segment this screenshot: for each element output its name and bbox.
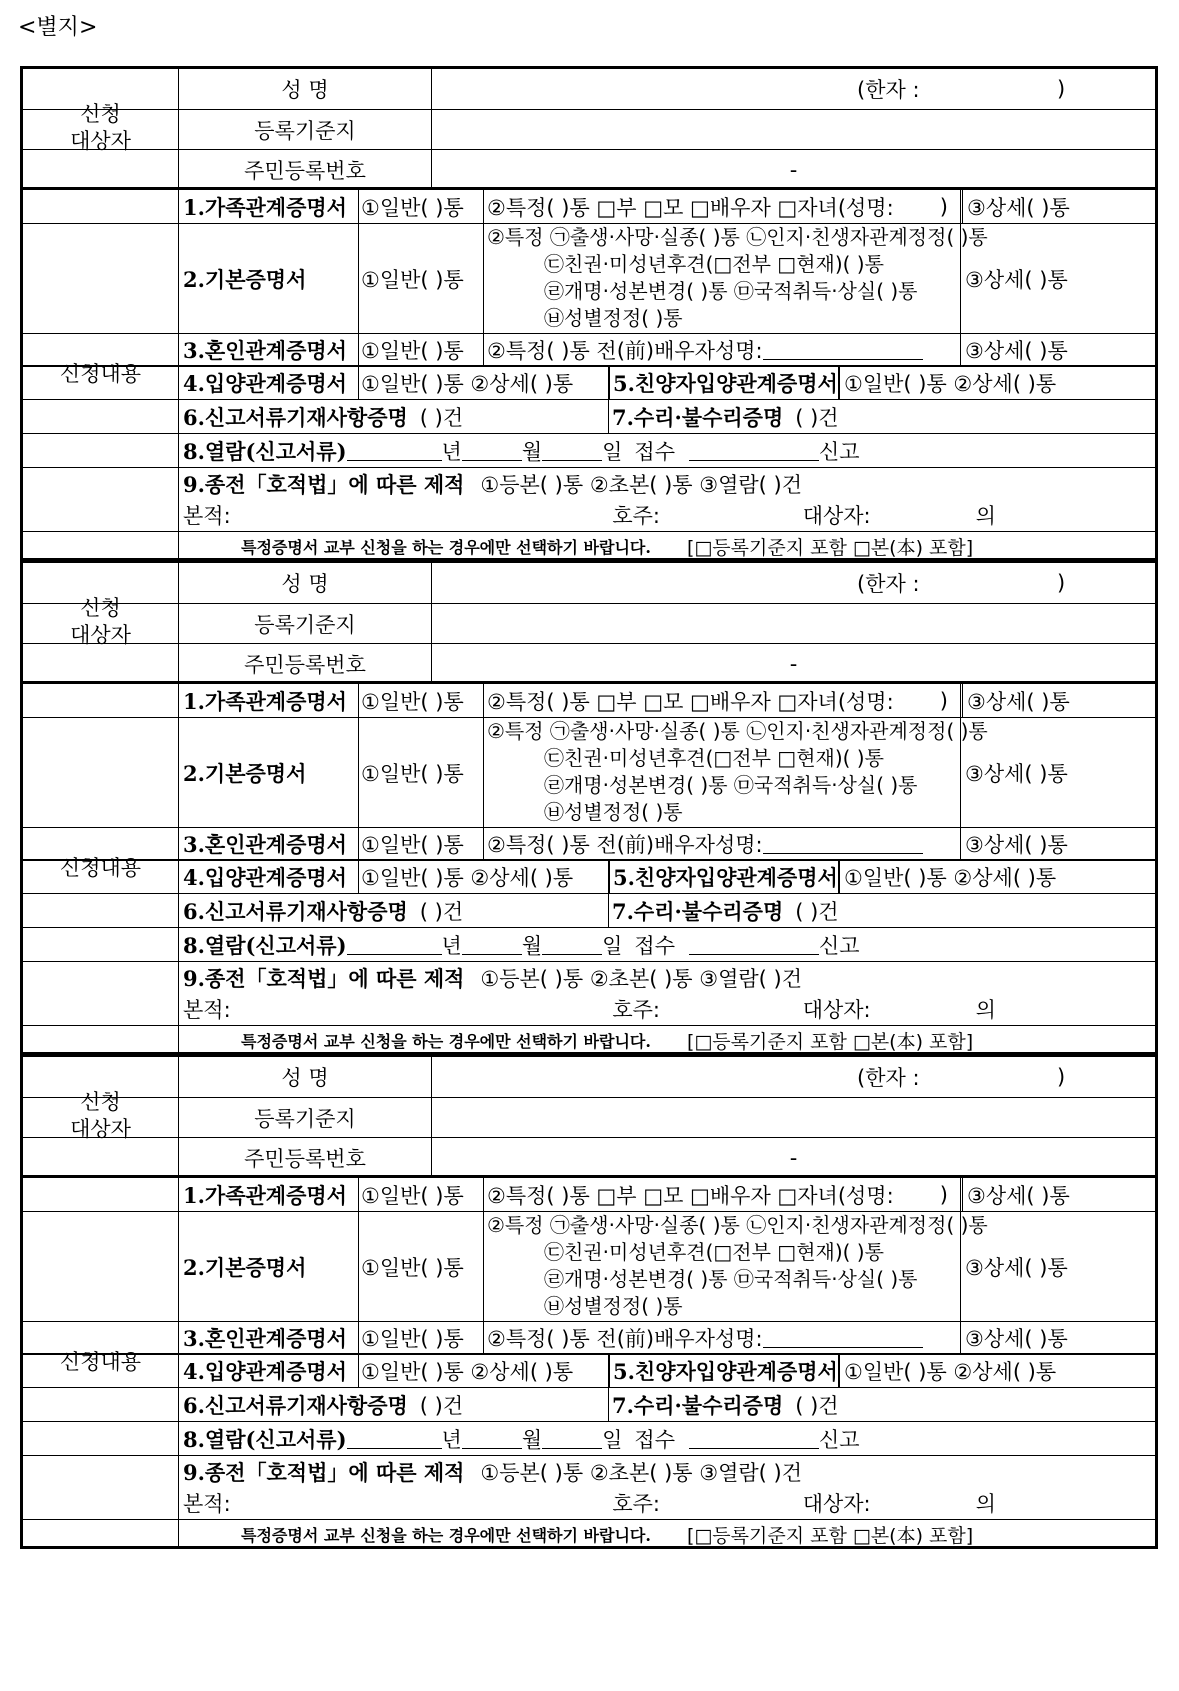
- hanja-close: ): [1057, 571, 1066, 595]
- basic-special-options[interactable]: ②특정 ㉠출생·사망·실종( )통 ㉡인지·친생자관계정정( )통 ㉢친권·미성년후견(□전부 □현재)( )통 ㉣개명·성본변경( )통 ㉤국적취득·상실( )통 ㉥성별정정( )통: [483, 224, 960, 333]
- row-adoption-cert: [23, 1353, 1155, 1387]
- row-report-items: [23, 893, 1155, 927]
- marriage-detail-option[interactable]: ③상세( )통: [960, 1322, 1155, 1353]
- applicant-section-3: [20, 1054, 1158, 1178]
- full-adoption-cert-label: 5.친양자입양관계증명서: [608, 367, 838, 399]
- report-items-cert[interactable]: 6.신고서류기재사항증명 ( )건: [178, 894, 608, 927]
- marriage-special-option[interactable]: ②특정( )통 전(前)배우자성명:: [483, 334, 960, 365]
- applicant-section-label: 신청 대상자: [70, 102, 131, 153]
- note-checkbox-options[interactable]: [□등록기준지 포함 □본(本) 포함]: [686, 1031, 974, 1053]
- row-family-relation: [23, 684, 1155, 717]
- basic-detail-option[interactable]: ③상세( )통: [960, 718, 1155, 827]
- row-former-registry: [23, 1455, 1155, 1519]
- rrn-field[interactable]: [431, 644, 1155, 684]
- inspection-field[interactable]: 8.열람(신고서류) 년 월 일 접수 신고: [178, 928, 1155, 961]
- row-family-relation: [23, 190, 1155, 223]
- marriage-cert-label: 3.혼인관계증명서: [178, 1322, 358, 1353]
- row-marriage-cert: [23, 333, 1155, 365]
- adoption-cert-label: 4.입양관계증명서: [178, 367, 358, 399]
- registry-field[interactable]: [431, 1098, 1155, 1137]
- name-field[interactable]: [431, 1057, 1155, 1097]
- marriage-general-option[interactable]: ①일반( )통: [358, 1322, 483, 1353]
- basic-special-options[interactable]: ②특정 ㉠출생·사망·실종( )통 ㉡인지·친생자관계정정( )통 ㉢친권·미성년후견(□전부 □현재)( )통 ㉣개명·성본변경( )통 ㉤국적취득·상실( )통 ㉥성별정정( )통: [483, 1212, 960, 1321]
- family-detail-option[interactable]: ③상세( )통: [960, 684, 1155, 717]
- marriage-detail-option[interactable]: ③상세( )통: [960, 828, 1155, 859]
- applicant-section-2: [20, 560, 1158, 684]
- row-report-items: [23, 1387, 1155, 1421]
- former-registry-field[interactable]: 9.종전「호적법」에 따른 제적 ①등본( )통 ②초본( )통 ③열람( )건 본적: 호주: 대상자: 의: [178, 468, 1155, 531]
- family-detail-option[interactable]: ③상세( )통: [960, 1178, 1155, 1211]
- marriage-cert-label: 3.혼인관계증명서: [178, 828, 358, 859]
- adoption-options[interactable]: ①일반( )통 ②상세( )통: [358, 367, 608, 399]
- row-note: [23, 1025, 1155, 1055]
- content-section-label: 신청내용: [59, 855, 142, 880]
- full-adoption-options[interactable]: ①일반( )통 ②상세( )통: [838, 367, 1155, 399]
- rrn-label: 주민등록번호: [178, 150, 431, 190]
- row-marriage-cert: [23, 1321, 1155, 1353]
- full-adoption-options[interactable]: ①일반( )통 ②상세( )통: [838, 1355, 1155, 1387]
- basic-detail-option[interactable]: ③상세( )통: [960, 1212, 1155, 1321]
- basic-cert-label: 2.기본증명서: [178, 1212, 358, 1321]
- applicant-section-label: 신청 대상자: [70, 1090, 131, 1141]
- former-registry-field[interactable]: 9.종전「호적법」에 따른 제적 ①등본( )통 ②초본( )통 ③열람( )건 본적: 호주: 대상자: 의: [178, 1456, 1155, 1519]
- content-section-2: [20, 681, 1158, 1055]
- row-basic-cert: [23, 1211, 1155, 1321]
- full-adoption-options[interactable]: ①일반( )통 ②상세( )통: [838, 861, 1155, 893]
- row-family-relation: [23, 1178, 1155, 1211]
- hanja-label: (한자 :: [857, 78, 920, 102]
- rrn-label: 주민등록번호: [178, 1138, 431, 1178]
- marriage-detail-option[interactable]: ③상세( )통: [960, 334, 1155, 365]
- family-relation-label: 1.가족관계증명서: [178, 190, 358, 223]
- registry-field[interactable]: [431, 110, 1155, 149]
- name-label: 성 명: [178, 1057, 431, 1097]
- registry-field[interactable]: [431, 604, 1155, 643]
- content-section-label: 신청내용: [59, 1349, 142, 1374]
- adoption-cert-label: 4.입양관계증명서: [178, 861, 358, 893]
- rrn-dash: -: [789, 1146, 798, 1170]
- family-general-option[interactable]: ①일반( )통: [358, 684, 483, 717]
- content-section-1: [20, 187, 1158, 561]
- basic-special-options[interactable]: ②특정 ㉠출생·사망·실종( )통 ㉡인지·친생자관계정정( )통 ㉢친권·미성년후견(□전부 □현재)( )통 ㉣개명·성본변경( )통 ㉤국적취득·상실( )통 ㉥성별정정( )통: [483, 718, 960, 827]
- rrn-label: 주민등록번호: [178, 644, 431, 684]
- inspection-field[interactable]: 8.열람(신고서류) 년 월 일 접수 신고: [178, 434, 1155, 467]
- inspection-field[interactable]: 8.열람(신고서류) 년 월 일 접수 신고: [178, 1422, 1155, 1455]
- special-note: 특정증명서 교부 신청을 하는 경우에만 선택하기 바랍니다. [□등록기준지 포함 □본(本) 포함]: [178, 1026, 1155, 1055]
- adoption-cert-label: 4.입양관계증명서: [178, 1355, 358, 1387]
- special-note: 특정증명서 교부 신청을 하는 경우에만 선택하기 바랍니다. [□등록기준지 포함 □본(本) 포함]: [178, 532, 1155, 561]
- rrn-dash: -: [789, 652, 798, 676]
- rrn-field[interactable]: [431, 150, 1155, 190]
- adoption-options[interactable]: ①일반( )통 ②상세( )통: [358, 861, 608, 893]
- row-note: [23, 1519, 1155, 1549]
- row-adoption-cert: [23, 365, 1155, 399]
- note-checkbox-options[interactable]: [□등록기준지 포함 □본(本) 포함]: [686, 537, 974, 559]
- row-former-registry: [23, 961, 1155, 1025]
- family-relation-label: 1.가족관계증명서: [178, 684, 358, 717]
- applicant-section-1: [20, 66, 1158, 190]
- row-basic-cert: [23, 717, 1155, 827]
- basic-general-option[interactable]: ①일반( )통: [358, 224, 483, 333]
- adoption-options[interactable]: ①일반( )통 ②상세( )통: [358, 1355, 608, 1387]
- annex-title: <별지>: [18, 15, 98, 40]
- rrn-field[interactable]: [431, 1138, 1155, 1178]
- name-label: 성 명: [178, 563, 431, 603]
- hanja-close: ): [1057, 77, 1066, 101]
- basic-general-option[interactable]: ①일반( )통: [358, 718, 483, 827]
- row-inspection: [23, 927, 1155, 961]
- hanja-close: ): [1057, 1065, 1066, 1089]
- hanja-label: (한자 :: [857, 572, 920, 596]
- family-special-option[interactable]: ②특정( )통 □부 □모 □배우자 □자녀(성명: ): [483, 1178, 960, 1211]
- row-note: [23, 531, 1155, 561]
- content-section-label: 신청내용: [59, 361, 142, 386]
- row-basic-cert: [23, 223, 1155, 333]
- name-label: 성 명: [178, 69, 431, 109]
- content-section-3: [20, 1175, 1158, 1549]
- name-field[interactable]: [431, 69, 1155, 109]
- note-checkbox-options[interactable]: [□등록기준지 포함 □본(本) 포함]: [686, 1525, 974, 1547]
- basic-detail-option[interactable]: ③상세( )통: [960, 224, 1155, 333]
- family-special-option[interactable]: ②특정( )통 □부 □모 □배우자 □자녀(성명: ): [483, 190, 960, 223]
- row-report-items: [23, 399, 1155, 433]
- basic-cert-label: 2.기본증명서: [178, 224, 358, 333]
- name-field[interactable]: [431, 563, 1155, 603]
- marriage-special-option[interactable]: ②특정( )통 전(前)배우자성명:: [483, 1322, 960, 1353]
- marriage-general-option[interactable]: ①일반( )통: [358, 828, 483, 859]
- hanja-label: (한자 :: [857, 1066, 920, 1090]
- report-items-cert[interactable]: 6.신고서류기재사항증명 ( )건: [178, 1388, 608, 1421]
- family-relation-label: 1.가족관계증명서: [178, 1178, 358, 1211]
- family-general-option[interactable]: ①일반( )통: [358, 190, 483, 223]
- special-note: 특정증명서 교부 신청을 하는 경우에만 선택하기 바랍니다. [□등록기준지 포함 □본(本) 포함]: [178, 1520, 1155, 1549]
- basic-general-option[interactable]: ①일반( )통: [358, 1212, 483, 1321]
- acceptance-cert[interactable]: 7.수리·불수리증명 ( )건: [608, 894, 1155, 927]
- row-adoption-cert: [23, 859, 1155, 893]
- acceptance-cert[interactable]: 7.수리·불수리증명 ( )건: [608, 400, 1155, 433]
- acceptance-cert[interactable]: 7.수리·불수리증명 ( )건: [608, 1388, 1155, 1421]
- row-inspection: [23, 433, 1155, 467]
- row-marriage-cert: [23, 827, 1155, 859]
- marriage-special-option[interactable]: ②특정( )통 전(前)배우자성명:: [483, 828, 960, 859]
- basic-cert-label: 2.기본증명서: [178, 718, 358, 827]
- row-former-registry: [23, 467, 1155, 531]
- applicant-section-label: 신청 대상자: [70, 596, 131, 647]
- former-registry-field[interactable]: 9.종전「호적법」에 따른 제적 ①등본( )통 ②초본( )통 ③열람( )건 본적: 호주: 대상자: 의: [178, 962, 1155, 1025]
- family-special-option[interactable]: ②특정( )통 □부 □모 □배우자 □자녀(성명: ): [483, 684, 960, 717]
- marriage-cert-label: 3.혼인관계증명서: [178, 334, 358, 365]
- rrn-dash: -: [789, 158, 798, 182]
- registry-label: 등록기준지: [178, 110, 431, 149]
- registry-label: 등록기준지: [178, 1098, 431, 1137]
- row-inspection: [23, 1421, 1155, 1455]
- full-adoption-cert-label: 5.친양자입양관계증명서: [608, 861, 838, 893]
- family-detail-option[interactable]: ③상세( )통: [960, 190, 1155, 223]
- marriage-general-option[interactable]: ①일반( )통: [358, 334, 483, 365]
- family-general-option[interactable]: ①일반( )통: [358, 1178, 483, 1211]
- report-items-cert[interactable]: 6.신고서류기재사항증명 ( )건: [178, 400, 608, 433]
- registry-label: 등록기준지: [178, 604, 431, 643]
- full-adoption-cert-label: 5.친양자입양관계증명서: [608, 1355, 838, 1387]
